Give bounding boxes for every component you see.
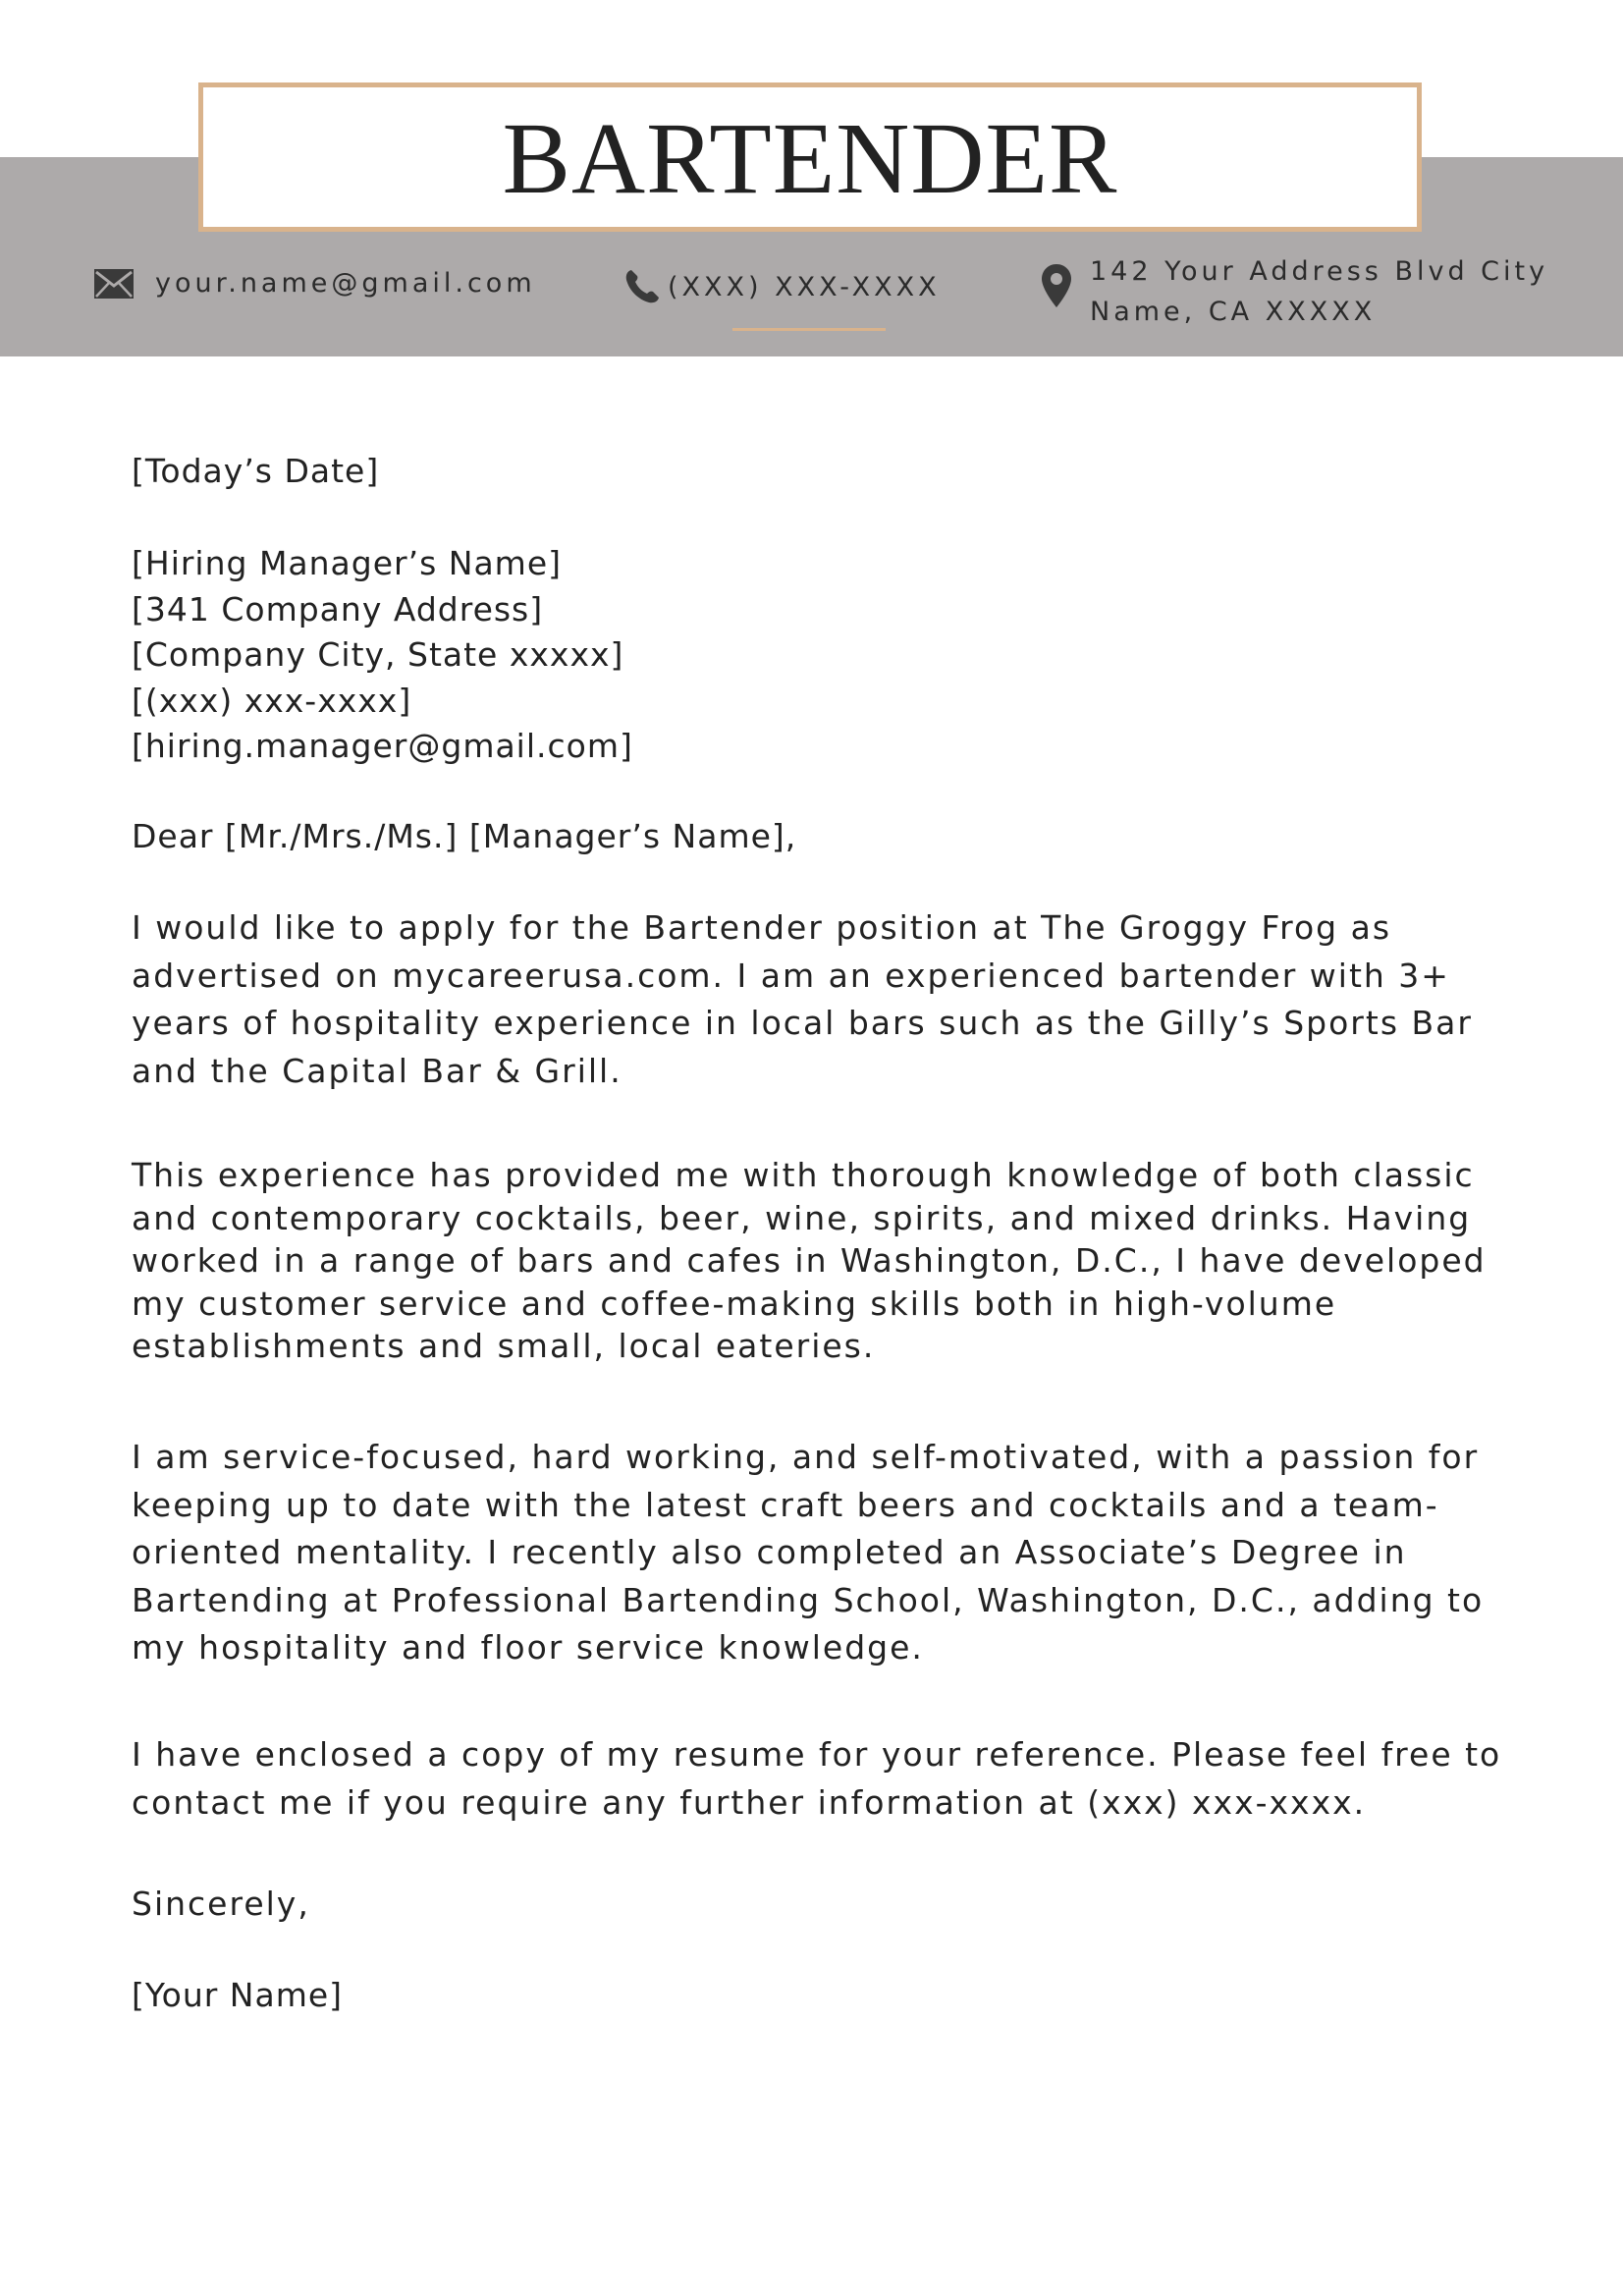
email-text[interactable]: your.name@gmail.com (155, 268, 536, 299)
address-text (1090, 251, 1610, 332)
recipient-email: [hiring.manager@gmail.com] (132, 727, 633, 765)
contact-email (94, 268, 536, 299)
paragraph-line: and the Capital Bar & Grill. (132, 1051, 622, 1090)
body-paragraph (132, 1154, 1506, 1368)
recipient-city: [Company City, State xxxxx] (132, 635, 624, 674)
paragraph-line: worked in a range of bars and cafes in Washington, D.C., I have developed (132, 1241, 1487, 1280)
paragraph-line: advertised on mycareerusa.com. I am an experienced bartender with 3+ (132, 956, 1450, 995)
recipient-address: [341 Company Address] (132, 589, 544, 629)
paragraph-line: establishments and small, local eateries. (132, 1327, 876, 1365)
paragraph-line: Bartending at Professional Bartending School, Washington, D.C., adding to (132, 1580, 1485, 1619)
paragraph-line: my hospitality and floor service knowledge. (132, 1628, 924, 1667)
paragraph-line: contact me if you require any further information at (xxx) xxx-xxxx. (132, 1782, 1367, 1822)
paragraph-line: keeping up to date with the latest craft beers and cocktails and a team- (132, 1485, 1439, 1524)
paragraph-line: oriented mentality. I recently also completed an Associate’s Degree in (132, 1533, 1407, 1571)
letter-date: [Today’s Date] (132, 452, 380, 490)
address-line: 142 Your Address Blvd City (1090, 256, 1549, 287)
body-paragraph (132, 1731, 1506, 1827)
paragraph-line: I would like to apply for the Bartender position at The Groggy Frog as (132, 908, 1392, 947)
accent-divider (732, 328, 886, 331)
body-paragraph (132, 904, 1487, 1095)
page-title: BARTENDER (502, 102, 1118, 215)
closing: Sincerely, (132, 1885, 310, 1923)
paragraph-line: and contemporary cocktails, beer, wine, spirits, and mixed drinks. Having (132, 1198, 1472, 1237)
salutation: Dear [Mr./Mrs./Ms.] [Manager’s Name], (132, 817, 797, 855)
phone-text[interactable]: (XXX) XXX-XXXX (668, 271, 941, 302)
phone-icon (622, 267, 662, 306)
paragraph-line: I have enclosed a copy of my resume for your reference. Please feel free to (132, 1735, 1502, 1774)
signature: [Your Name] (132, 1976, 344, 2014)
paragraph-line: I am service-focused, hard working, and self-motivated, with a passion for (132, 1438, 1480, 1476)
paragraph-line: my customer service and coffee-making skills both in high-volume (132, 1284, 1337, 1323)
paragraph-line: This experience has provided me with thorough knowledge of both classic (132, 1156, 1475, 1194)
body-paragraph (132, 1434, 1506, 1672)
envelope-icon (94, 269, 134, 299)
recipient-name: [Hiring Manager’s Name] (132, 544, 562, 582)
map-pin-icon (1041, 263, 1072, 308)
recipient-block (132, 541, 1506, 770)
title-box (198, 82, 1422, 232)
contact-address (1041, 251, 1610, 332)
recipient-phone: [(xxx) xxx-xxxx] (132, 681, 412, 720)
address-line: Name, CA XXXXX (1090, 297, 1377, 327)
paragraph-line: years of hospitality experience in local bars such as the Gilly’s Sports Bar (132, 1004, 1473, 1042)
contact-phone (622, 267, 941, 306)
